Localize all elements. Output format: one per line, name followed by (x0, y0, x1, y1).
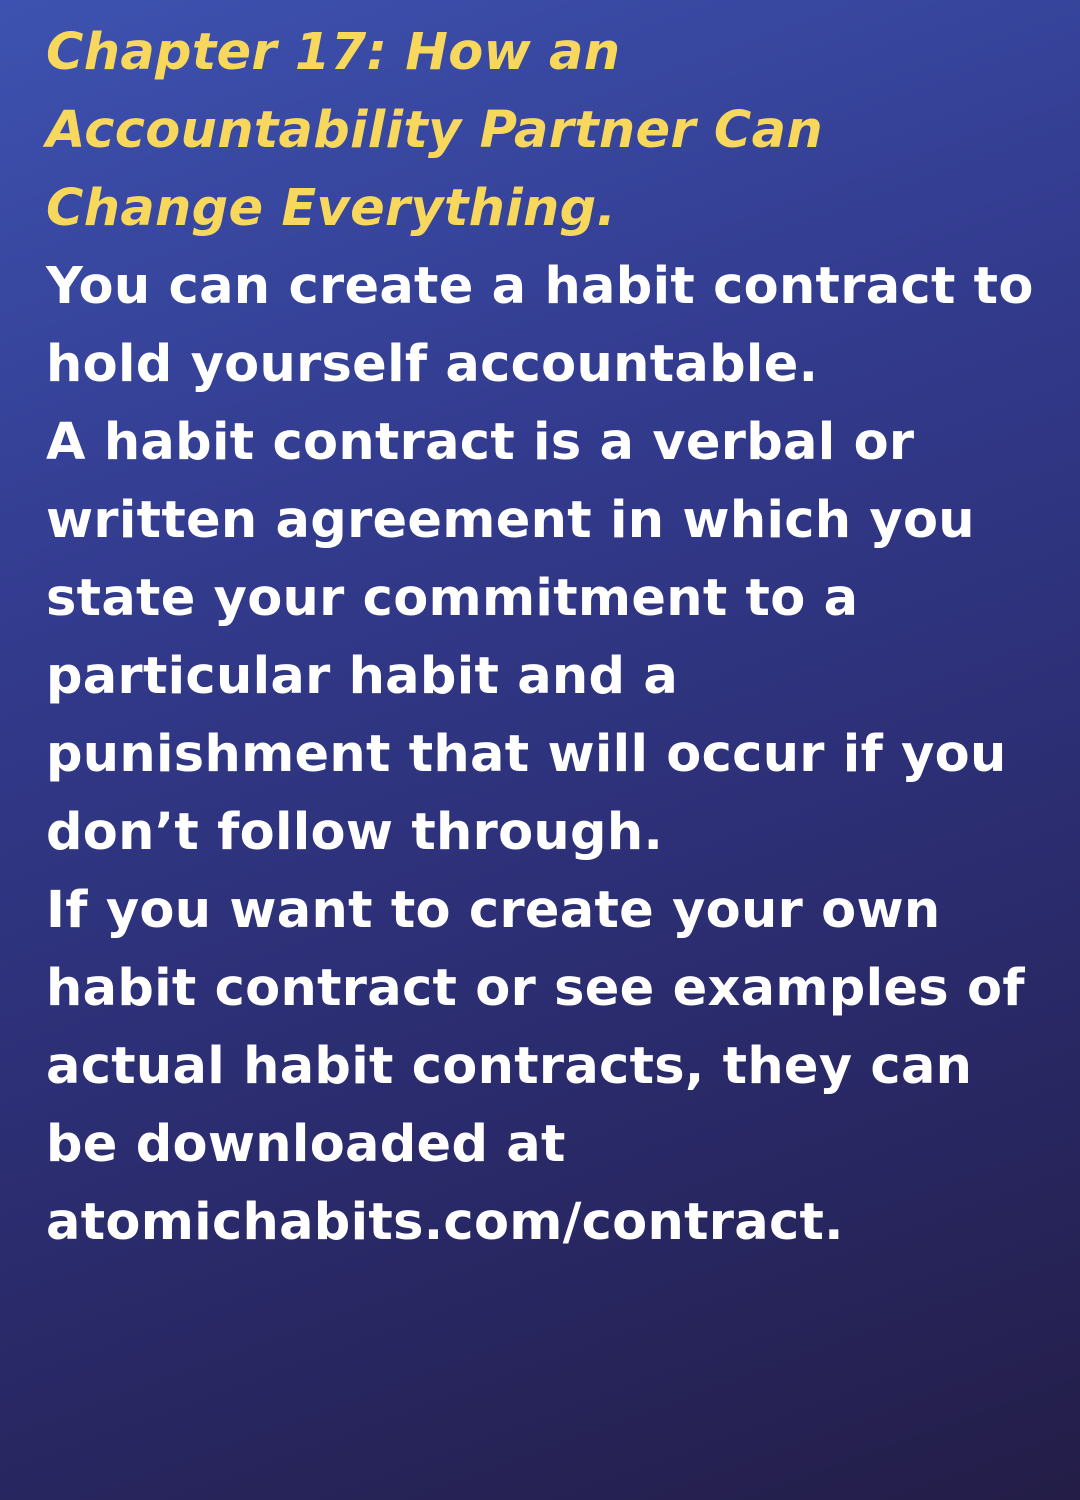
body-line-12: be downloaded at (46, 1115, 566, 1174)
chapter-title (46, 14, 1056, 248)
body-line-9: If you want to create your own (46, 881, 941, 940)
body-line-13-url: atomichabits.com/contract. (46, 1193, 844, 1252)
body-line-1: You can create a habit contract to (46, 257, 1034, 316)
body-line-10: habit contract or see examples of (46, 959, 1025, 1018)
body-line-5: state your commitment to a (46, 569, 859, 628)
chapter-title-line-3: Change Everything. (46, 179, 617, 238)
chapter-title-line-2: Accountability Partner Can (46, 101, 823, 160)
body-line-7: punishment that will occur if you (46, 725, 1007, 784)
body-line-6: particular habit and a (46, 647, 679, 706)
chapter-title-line-1: Chapter 17: How an (46, 23, 621, 82)
slide-content (46, 14, 1056, 1262)
body-line-2: hold yourself accountable. (46, 335, 819, 394)
body-text (46, 248, 1056, 1262)
body-line-3: A habit contract is a verbal or (46, 413, 915, 472)
body-line-8: don’t follow through. (46, 803, 664, 862)
body-line-4: written agreement in which you (46, 491, 975, 550)
body-line-11: actual habit contracts, they can (46, 1037, 973, 1096)
